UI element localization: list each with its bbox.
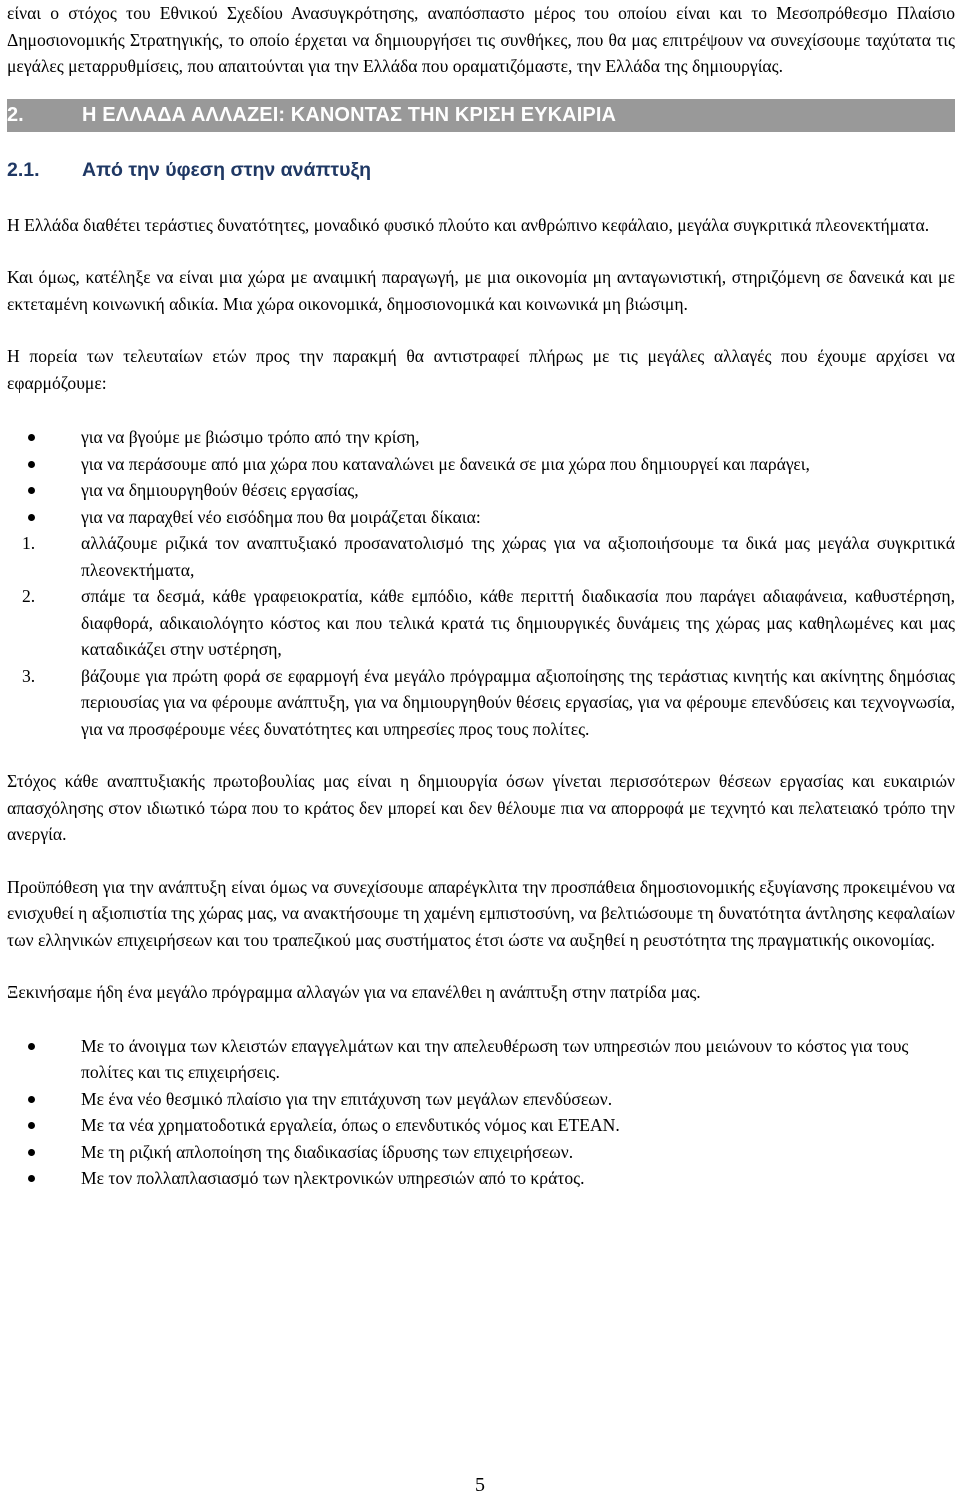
bullet-icon bbox=[28, 1043, 35, 1050]
list-item: για να βγούμε με βιώσιμο τρόπο από την κρίση, bbox=[7, 424, 955, 451]
bullet-icon bbox=[28, 514, 35, 521]
section-number: 2. bbox=[7, 103, 24, 126]
numbered-item: 3. βάζουμε για πρώτη φορά σε εφαρμογή ένα μεγάλο πρόγραμμα αξιοποίησης της τεράστιας κινητής και ακίνητης δημόσιας περιουσίας για να φέρουμε ανάπτυξη, για να δημιουργηθούν θέσεις εργασίας, για να φέρουμε επενδύσεις και τεχνογνωσία, για να προσφέρουμε νέες δυνατότητες και υπηρεσίες προς τους πολίτες. bbox=[7, 663, 955, 743]
paragraph: Προϋπόθεση για την ανάπτυξη είναι όμως να συνεχίσουμε απαρέγκλιτα την προσπάθεια δημοσιονομικής εξυγίανσης προκειμένου να ενισχυθεί η αξιοπιστία της χώρας μας, να ανακτήσουμε τη χαμένη εμπιστοσύνη, να βελτιώσουμε τη δυνατότητα άντλησης κεφαλαίων των ελληνικών επιχειρήσεων και του τραπεζικού μας συστήματος έτσι ώστε να αυξηθεί η ρευστότητα της πραγματικής οικονομίας. bbox=[7, 876, 955, 950]
bullet-icon bbox=[28, 1149, 35, 1156]
page-number: 5 bbox=[475, 1474, 485, 1496]
paragraph: Και όμως, κατέληξε να είναι μια χώρα με αναιμική παραγωγή, με μια οικονομία μη ανταγωνιστική, στηριζόμενη σε δανεικά και με εκτεταμένη κοινωνική αδικία. Μια χώρα οικονομικά, δημοσιονομικά και κοινωνικά μη βιώσιμη. bbox=[7, 267, 955, 314]
intro-paragraph: είναι ο στόχος του Εθνικού Σχεδίου Ανασυγκρότησης, αναπόσπαστο μέρος του οποίου είναι και το Μεσοπρόθεσμο Πλαίσιο Δημοσιονομικής Στρατηγικής, το οποίο έρχεται να δημιουργήσει τις συνθήκες, που θα μας επιτρέψουν να συνεχίσουμε ταχύτατα τις μεγάλες μεταρρυθμίσεις, που απαιτούνται για την Ελλάδα που οραματιζόμαστε, την Ελλάδα της δημιουργίας. bbox=[7, 3, 955, 76]
bullet-icon bbox=[28, 487, 35, 494]
numbered-item: 1. αλλάζουμε ριζικά τον αναπτυξιακό προσανατολισμό της χώρας για να αξιοποιήσουμε τα δικά μας μεγάλα συγκριτικά πλεονεκτήματα, bbox=[7, 530, 955, 583]
list-item: Με τον πολλαπλασιασμό των ηλεκτρονικών υπηρεσιών από το κράτος. bbox=[7, 1165, 955, 1192]
paragraph: Η πορεία των τελευταίων ετών προς την παρακμή θα αντιστραφεί πλήρως με τις μεγάλες αλλαγές που έχουμε αρχίσει να εφαρμόζουμε: bbox=[7, 346, 955, 393]
list-item: για να παραχθεί νέο εισόδημα που θα μοιράζεται δίκαια: bbox=[7, 504, 955, 531]
paragraph: Η Ελλάδα διαθέτει τεράστιες δυνατότητες, μοναδικό φυσικό πλούτο και ανθρώπινο κεφάλαιο, μεγάλα συγκριτικά πλεονεκτήματα. bbox=[7, 214, 930, 235]
bullet-icon bbox=[28, 434, 35, 441]
numbered-item: 2. σπάμε τα δεσμά, κάθε γραφειοκρατία, κάθε εμπόδιο, κάθε περιττή διαδικασία που παράγει αδιαφάνεια, καθυστέρηση, διαφθορά, αδικαιολόγητο κόστος και που τελικά κρατά τις δημιουργικές δυνάμεις της χώρας μας καθηλωμένες και μας καταδικάζει στην υστέρηση, bbox=[7, 583, 955, 663]
bullet-icon bbox=[28, 461, 35, 468]
subsection-number: 2.1. bbox=[7, 158, 40, 181]
subsection-title: Από την ύφεση στην ανάπτυξη bbox=[82, 158, 372, 181]
document-page bbox=[7, 0, 955, 1192]
bullet-icon bbox=[28, 1175, 35, 1182]
numbered-list bbox=[7, 530, 955, 742]
list-item: για να περάσουμε από μια χώρα που καταναλώνει με δανεικά σε μια χώρα που δημιουργεί και παράγει, bbox=[7, 451, 955, 478]
section-heading bbox=[7, 99, 955, 132]
paragraph: Ξεκινήσαμε ήδη ένα μεγάλο πρόγραμμα αλλαγών για να επανέλθει η ανάπτυξη στην πατρίδα μας. bbox=[7, 982, 701, 1002]
list-item: Με τη ριζική απλοποίηση της διαδικασίας ίδρυσης των επιχειρήσεων. bbox=[7, 1139, 955, 1166]
subsection-heading bbox=[7, 159, 955, 185]
list-item: Με τα νέα χρηματοδοτικά εργαλεία, όπως ο επενδυτικός νόμος και ΕΤΕΑΝ. bbox=[7, 1112, 955, 1139]
bullet-list bbox=[7, 424, 955, 530]
list-item: για να δημιουργηθούν θέσεις εργασίας, bbox=[7, 477, 955, 504]
list-item: Με το άνοιγμα των κλειστών επαγγελμάτων και την απελευθέρωση των υπηρεσιών που μειώνουν το κόστος για τους πολίτες και τις επιχειρήσεις. bbox=[7, 1033, 955, 1086]
bullet-icon bbox=[28, 1122, 35, 1129]
bullet-icon bbox=[28, 1096, 35, 1103]
item-number: 1. bbox=[22, 533, 36, 553]
item-number: 3. bbox=[22, 665, 36, 686]
section-title: Η ΕΛΛΑΔΑ ΑΛΛΑΖΕΙ: ΚΑΝΟΝΤΑΣ ΤΗΝ ΚΡΙΣΗ ΕΥΚΑΙΡΙΑ bbox=[82, 103, 617, 126]
paragraph: Στόχος κάθε αναπτυξιακής πρωτοβουλίας μας είναι η δημιουργία όσων γίνεται περισσότερων θέσεων εργασίας και ευκαιριών απασχόλησης στον ιδιωτικό τώρα που το κράτος δεν μπορεί και δεν θέλουμε πια να απορροφά με τεχνητό και πελατειακό τρόπο την ανεργία. bbox=[7, 771, 955, 844]
item-number: 2. bbox=[22, 586, 36, 606]
bullet-list bbox=[7, 1033, 955, 1192]
list-item: Με ένα νέο θεσμικό πλαίσιο για την επιτάχυνση των μεγάλων επενδύσεων. bbox=[7, 1086, 955, 1113]
